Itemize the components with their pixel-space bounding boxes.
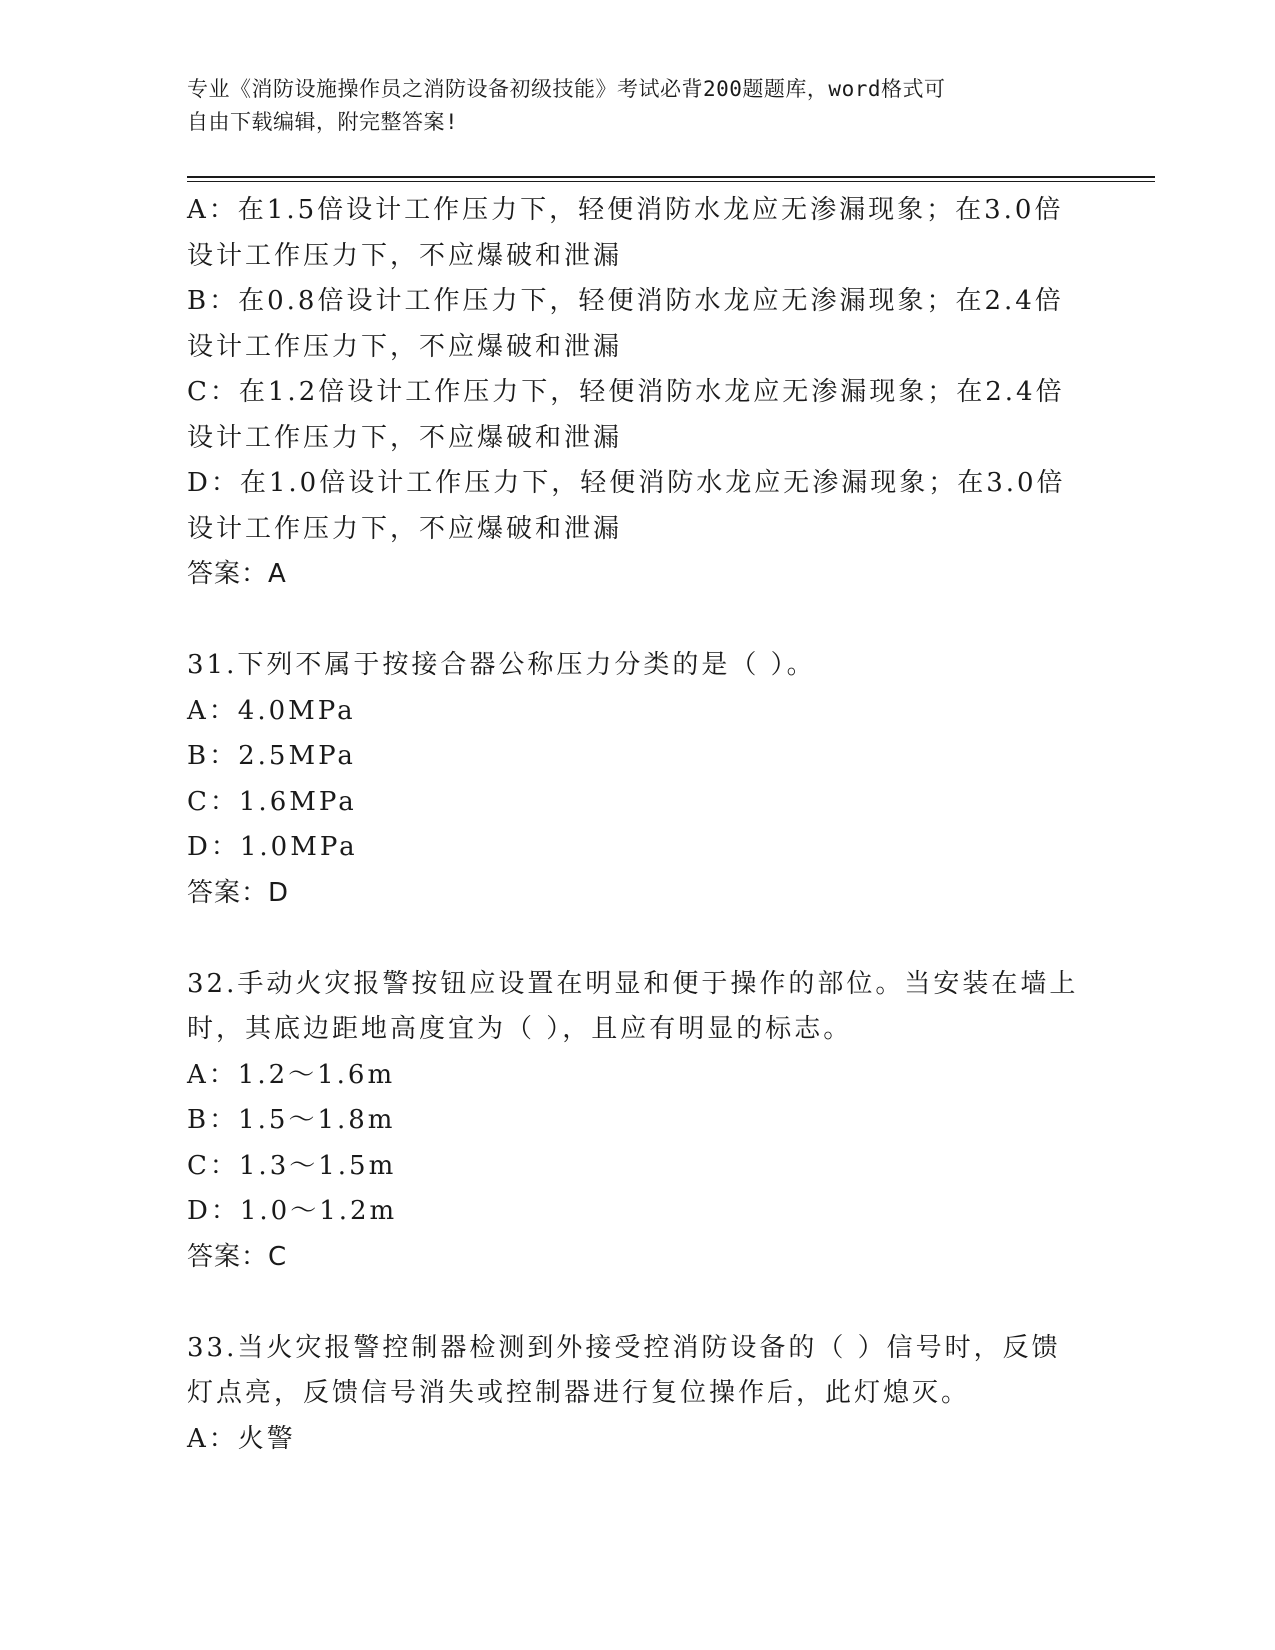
question-32-option-d: D：1.0～1.2m xyxy=(187,1196,398,1226)
question-33 xyxy=(187,1326,1087,1463)
spacer xyxy=(187,598,1087,644)
question-32-option-c: C：1.3～1.5m xyxy=(187,1150,397,1181)
question-32-text-line-2: 时，其底边距地高度宜为（ ），且应有明显的标志。 xyxy=(187,1014,853,1044)
question-32-text-line-1: 32.手动火灾报警按钮应设置在明显和便于操作的部位。当安装在墙上 xyxy=(187,968,1079,999)
option-c-line-2: 设计工作压力下，不应爆破和泄漏 xyxy=(187,422,623,453)
answer-32: 答案：C xyxy=(187,1241,288,1272)
option-d-line-2: 设计工作压力下，不应爆破和泄漏 xyxy=(187,513,623,544)
question-31-option-a: A：4.0MPa xyxy=(187,695,356,726)
question-32-option-b: B：1.5～1.8m xyxy=(187,1105,396,1135)
option-c-line-1: C：在1.2倍设计工作压力下，轻便消防水龙应无渗漏现象；在2.4倍 xyxy=(187,377,1065,407)
question-31-text: 31.下列不属于按接合器公称压力分类的是（ ）。 xyxy=(187,650,816,680)
question-33-option-a: A：火警 xyxy=(187,1423,296,1454)
question-31 xyxy=(187,643,1087,916)
option-b-line-1: B：在0.8倍设计工作压力下，轻便消防水龙应无渗漏现象；在2.4倍 xyxy=(187,286,1064,316)
option-a-line-1: A：在1.5倍设计工作压力下，轻便消防水龙应无渗漏现象；在3.0倍 xyxy=(187,195,1064,225)
question-31-option-d: D：1.0MPa xyxy=(187,832,358,862)
question-32 xyxy=(187,962,1087,1281)
question-33-text-line-1: 33.当火灾报警控制器检测到外接受控消防设备的（ ）信号时，反馈 xyxy=(187,1332,1061,1363)
option-d-line-1: D：在1.0倍设计工作压力下，轻便消防水龙应无渗漏现象；在3.0倍 xyxy=(187,468,1066,498)
answer-31: 答案：D xyxy=(187,877,290,908)
header-title-line-2: 自由下载编辑，附完整答案! xyxy=(187,110,459,134)
header-divider-thin xyxy=(187,181,1155,182)
question-32-option-a: A：1.2～1.6m xyxy=(187,1059,396,1090)
option-a-line-2: 设计工作压力下，不应爆破和泄漏 xyxy=(187,240,623,271)
spacer xyxy=(187,1280,1087,1326)
question-31-option-c: C：1.6MPa xyxy=(187,786,357,817)
header-title-line-1: 专业《消防设施操作员之消防设备初级技能》考试必背200题题库，word格式可 xyxy=(187,77,946,101)
answer-30: 答案：A xyxy=(187,559,287,589)
header-divider-thick xyxy=(187,176,1155,178)
document-header xyxy=(187,73,1067,139)
spacer xyxy=(187,916,1087,962)
option-b-line-2: 设计工作压力下，不应爆破和泄漏 xyxy=(187,331,623,362)
question-31-option-b: B：2.5MPa xyxy=(187,741,356,771)
document-body xyxy=(187,188,1087,1462)
question-33-text-line-2: 灯点亮，反馈信号消失或控制器进行复位操作后，此灯熄灭。 xyxy=(187,1378,971,1408)
question-30-options xyxy=(187,188,1087,598)
